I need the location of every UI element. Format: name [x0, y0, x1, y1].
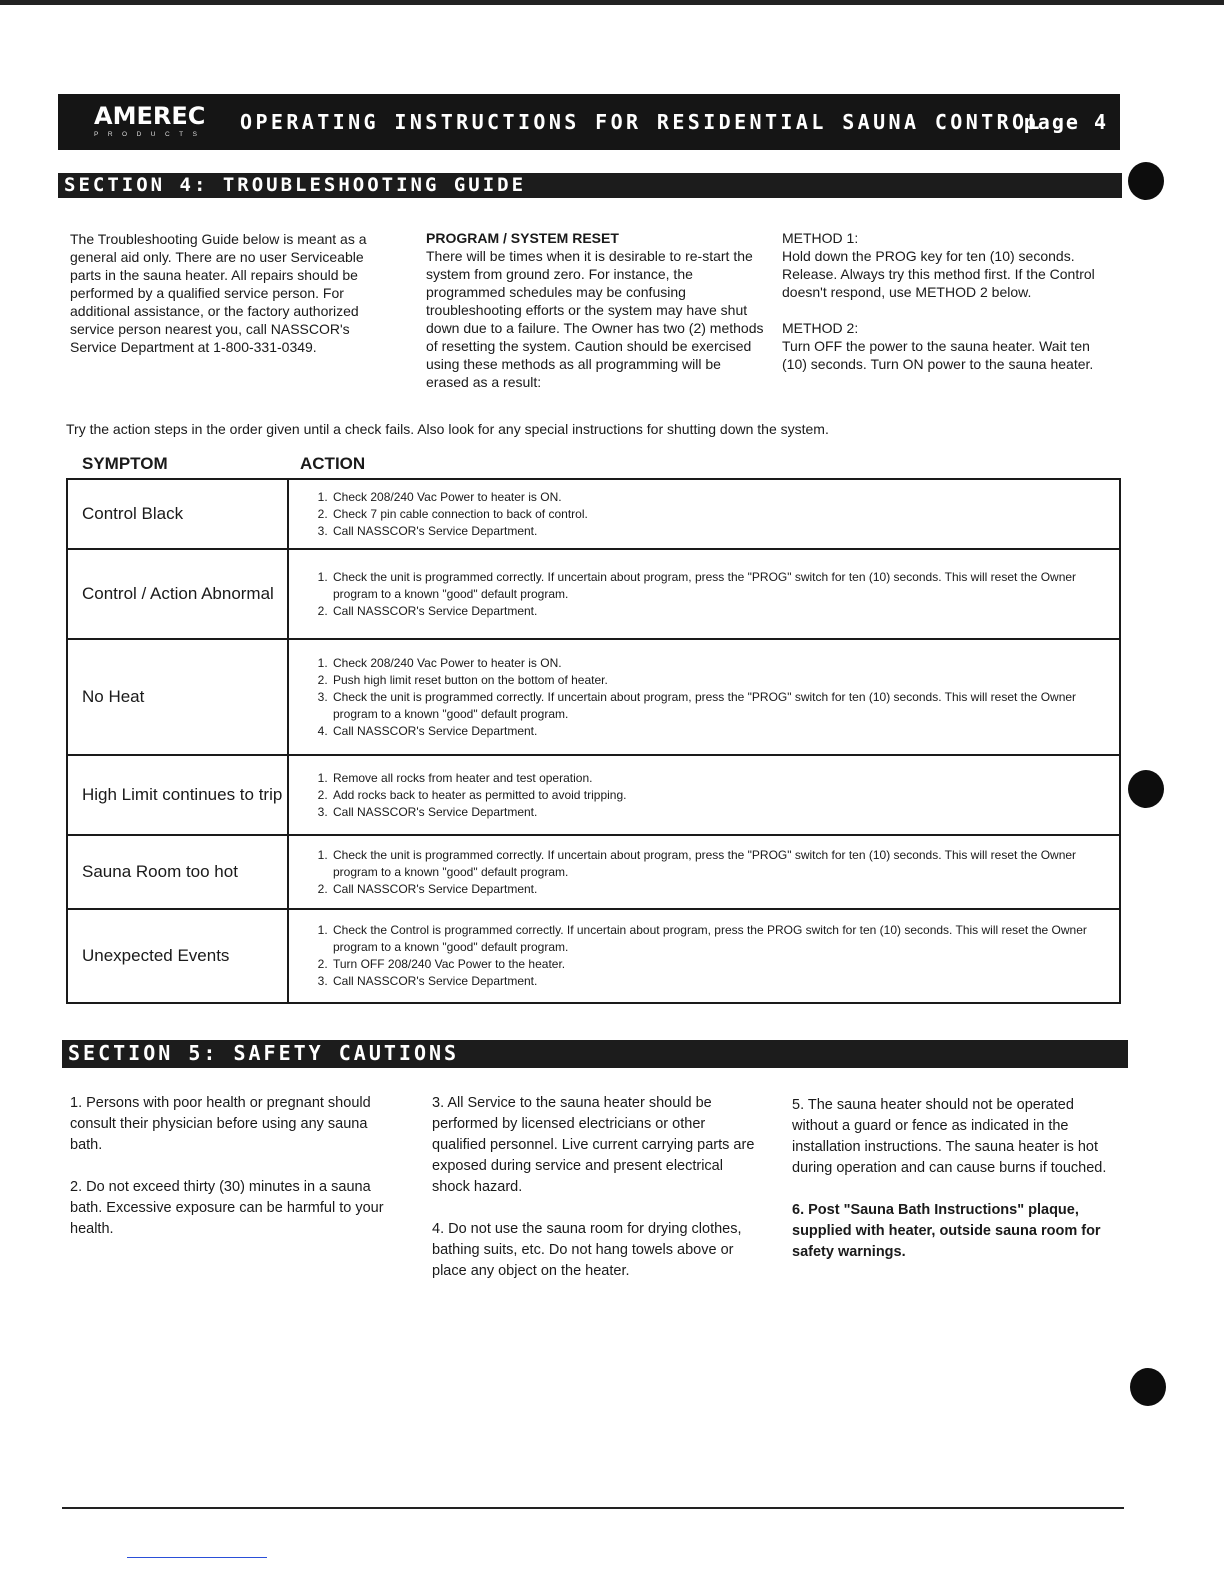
safety-item-2: 2. Do not exceed thirty (30) minutes in a sauna bath. Excessive exposure can be harmful to your health. [70, 1179, 384, 1237]
intro-text: The Troubleshooting Guide below is meant as a general aid only. There are no user Serviceable parts in the sauna heater. All repairs should be performed by a qualified service person. For additional assistance, or the factory authorized service person nearest you, call NASSCOR's Service Department at 1-800-331-0349. [70, 231, 367, 355]
method-1-label: METHOD 1: [782, 230, 859, 246]
safety-column-1 [70, 1093, 400, 1261]
instruction-line: Try the action steps in the order given until a check fails. Also look for any special instructions for shutting down the system. [66, 421, 829, 437]
action-step: 1. Remove all rocks from heater and test operation. [331, 770, 1109, 787]
reset-heading: PROGRAM / SYSTEM RESET [426, 230, 619, 246]
action-list [313, 847, 1109, 898]
action-step: 1. Check 208/240 Vac Power to heater is ON. [331, 655, 1109, 672]
action-step: 4. Call NASSCOR's Service Department. [331, 723, 1109, 740]
symptom-cell: Control Black [67, 479, 288, 549]
safety-column-2 [432, 1093, 762, 1303]
action-step: 2. Add rocks back to heater as permitted to avoid tripping. [331, 787, 1109, 804]
action-cell [288, 549, 1120, 639]
action-step: 2. Check 7 pin cable connection to back of control. [331, 506, 1109, 523]
top-edge-line [0, 0, 1224, 5]
action-step: 3. Call NASSCOR's Service Department. [331, 804, 1109, 821]
action-step: 3. Call NASSCOR's Service Department. [331, 523, 1109, 540]
table-row [67, 479, 1120, 549]
action-step: 2. Push high limit reset button on the bottom of heater. [331, 672, 1109, 689]
action-list [313, 655, 1109, 740]
section-5-heading [62, 1040, 1128, 1068]
action-cell [288, 909, 1120, 1003]
logo-subtitle: PRODUCTS [94, 131, 207, 138]
action-step: 2. Call NASSCOR's Service Department. [331, 881, 1109, 898]
document-title: OPERATING INSTRUCTIONS FOR RESIDENTIAL SAUNA CONTROL [240, 110, 1043, 134]
logo-brand: AMEREC [94, 102, 206, 130]
action-cell [288, 639, 1120, 755]
symptom-cell: Unexpected Events [67, 909, 288, 1003]
symptom-cell: Sauna Room too hot [67, 835, 288, 909]
action-list [313, 489, 1109, 540]
method-2-text: Turn OFF the power to the sauna heater. Wait ten (10) seconds. Turn ON power to the sauna heater. [782, 338, 1094, 372]
section-4-heading [58, 173, 1122, 198]
method-1-text: Hold down the PROG key for ten (10) seconds. Release. Always try this method first. If the Control doesn't respond, use METHOD 2 below. [782, 248, 1095, 300]
action-cell [288, 835, 1120, 909]
action-step: 2. Call NASSCOR's Service Department. [331, 603, 1109, 620]
safety-item-3: 3. All Service to the sauna heater should be performed by licensed electricians or other qualified personnel. Live current carrying parts are exposed during service and present electrical shock hazard. [432, 1095, 755, 1195]
action-step: 1. Check 208/240 Vac Power to heater is ON. [331, 489, 1109, 506]
action-step: 2. Turn OFF 208/240 Vac Power to the heater. [331, 956, 1109, 973]
symptom-column-header: SYMPTOM [82, 454, 168, 473]
action-cell [288, 755, 1120, 835]
scan-artifact-line [127, 1557, 267, 1558]
action-step: 1. Check the Control is programmed correctly. If uncertain about program, press the PROG switch for ten (10) seconds. This will reset the Owner program to a known "good" default program. [331, 922, 1109, 956]
binder-hole-top [1128, 162, 1164, 200]
method-2-label: METHOD 2: [782, 320, 859, 336]
section-5-title: SECTION 5: SAFETY CAUTIONS [68, 1041, 460, 1065]
table-row [67, 639, 1120, 755]
intro-column [70, 230, 390, 356]
table-row [67, 909, 1120, 1003]
action-step: 3. Call NASSCOR's Service Department. [331, 973, 1109, 990]
table-row [67, 755, 1120, 835]
action-list [313, 770, 1109, 821]
action-step: 1. Check the unit is programmed correctly. If uncertain about program, press the "PROG" switch for ten (10) seconds. This will reset the Owner program to a known "good" default program. [331, 569, 1109, 603]
action-step: 1. Check the unit is programmed correctly. If uncertain about program, press the "PROG" switch for ten (10) seconds. This will reset the Owner program to a known "good" default program. [331, 847, 1109, 881]
action-step: 3. Check the unit is programmed correctly. If uncertain about program, press the "PROG" switch for ten (10) seconds. This will reset the Owner program to a known "good" default program. [331, 689, 1109, 723]
page-number: page 4 [1023, 110, 1108, 134]
action-list [313, 922, 1109, 990]
action-cell [288, 479, 1120, 549]
spacer [782, 301, 1112, 319]
reset-text: There will be times when it is desirable to re-start the system from ground zero. For instance, the programmed schedules may be confusing troubleshooting efforts or the system may have shut down due to a failure. The Owner has two (2) methods of resetting the system. Caution should be exercised using these methods as all programming will be erased as a result: [426, 248, 764, 390]
symptom-cell: High Limit continues to trip [67, 755, 288, 835]
binder-hole-middle [1128, 770, 1164, 808]
safety-item-1: 1. Persons with poor health or pregnant should consult their physician before using any sauna bath. [70, 1095, 371, 1153]
safety-column-3 [792, 1095, 1112, 1284]
reset-column [426, 229, 766, 391]
action-column-header: ACTION [300, 454, 366, 473]
symptom-cell: No Heat [67, 639, 288, 755]
safety-item-5: 5. The sauna heater should not be operated without a guard or fence as indicated in the installation instructions. The sauna heater is hot during operation and can cause burns if touched. [792, 1097, 1107, 1176]
binder-hole-bottom [1130, 1368, 1166, 1406]
troubleshooting-table [66, 478, 1121, 1004]
section-4-title: SECTION 4: TROUBLESHOOTING GUIDE [64, 174, 527, 196]
symptom-cell: Control / Action Abnormal [67, 549, 288, 639]
action-list [313, 569, 1109, 620]
safety-item-4: 4. Do not use the sauna room for drying clothes, bathing suits, etc. Do not hang towels above or place any object on the heater. [432, 1221, 742, 1279]
page-header [58, 94, 1120, 150]
amerec-logo [94, 103, 206, 138]
table-row [67, 835, 1120, 909]
safety-item-6: 6. Post "Sauna Bath Instructions" plaque, supplied with heater, outside sauna room for safety warnings. [792, 1202, 1101, 1260]
footer-rule [62, 1507, 1124, 1509]
methods-column [782, 229, 1112, 373]
table-row [67, 549, 1120, 639]
